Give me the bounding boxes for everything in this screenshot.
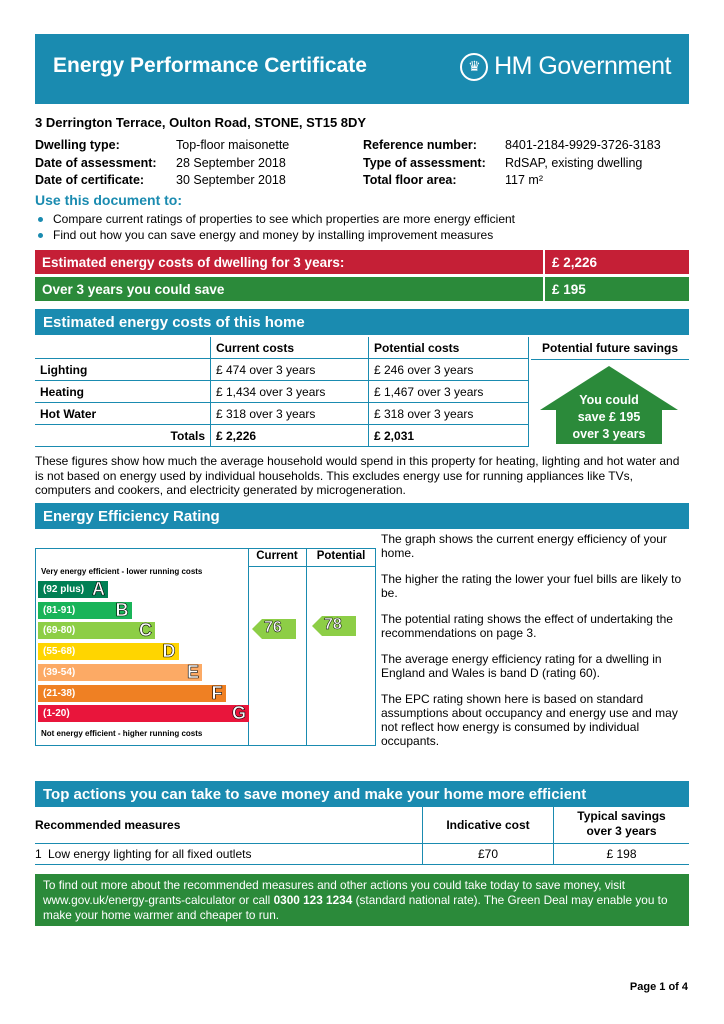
- efficiency-chart: [35, 548, 376, 746]
- details-left: [35, 137, 289, 190]
- current-total: £ 2,226: [211, 425, 369, 447]
- more-info-banner: [35, 874, 689, 926]
- document-title: Energy Performance Certificate: [53, 54, 367, 77]
- rating-band-f: [38, 682, 226, 703]
- detail-value: 117 m²: [505, 173, 543, 187]
- phone-number: 0300 123 1234: [273, 893, 353, 907]
- detail-label: Type of assessment:: [363, 155, 486, 170]
- row-label: Lighting: [35, 359, 211, 381]
- row-label: Hot Water: [35, 403, 211, 425]
- header-savings-line: over 3 years: [586, 824, 657, 838]
- info-text: To find out more about the recommended measures and other actions you could take today to save money, visit www.gov.uk/energy-grants-calculator or call: [43, 878, 626, 907]
- potential-cost-cell: £ 246 over 3 years: [369, 359, 529, 381]
- explanation-paragraph: The average energy efficiency rating for a dwelling in England and Wales is band D (rating 60).: [381, 652, 662, 680]
- estimated-cost-value: £ 2,226: [545, 250, 689, 274]
- explanation-paragraph: The EPC rating shown here is based on standard assumptions about occupancy and energy use and may not reflect how energy is consumed by individual occupants.: [381, 692, 678, 748]
- current-rating-value: 76: [264, 619, 282, 637]
- band-letter: B: [115, 599, 129, 620]
- explanation-paragraph: The potential rating shows the effect of undertaking the recommendations on page 3.: [381, 612, 673, 640]
- detail-value: RdSAP, existing dwelling: [505, 155, 643, 170]
- bottom-efficiency-label: Not energy efficient - higher running costs: [41, 729, 203, 738]
- info-text: (standard national rate). The Green Deal may enable you to make your home warmer and cheaper to run.: [43, 893, 668, 922]
- efficiency-section-title: Energy Efficiency Rating: [35, 503, 689, 529]
- potential-cost-cell: £ 1,467 over 3 years: [369, 381, 529, 403]
- band-letter: A: [92, 579, 105, 599]
- header-banner: [35, 34, 689, 104]
- detail-label: Total floor area:: [363, 173, 457, 187]
- totals-row: [35, 425, 529, 447]
- current-cost-cell: £ 1,434 over 3 years: [211, 381, 369, 403]
- rating-band-a: [38, 581, 108, 598]
- potential-cost-cell: £ 318 over 3 years: [369, 403, 529, 425]
- arrow-line: over 3 years: [572, 427, 646, 441]
- header-future-savings: Potential future savings: [531, 337, 689, 360]
- rating-band-c: [38, 622, 155, 639]
- band-range: (55-68): [43, 646, 76, 658]
- usage-bullets: [35, 211, 515, 243]
- header-typical-savings: [554, 809, 689, 844]
- band-range: (92 plus): [43, 584, 85, 595]
- header-current-costs: Current costs: [211, 337, 369, 359]
- costs-note: These figures show how much the average household would spend in this property for heating, lighting and hot water and is not based on energy used by individual households. This excludes energy use for running appliances like TVs, computers and cookers, and electricity generated by microgeneration.: [35, 454, 680, 497]
- band-range: (1-20): [43, 708, 70, 720]
- costs-section-title: Estimated energy costs of this home: [35, 309, 689, 335]
- detail-label: Date of certificate:: [35, 173, 145, 187]
- efficiency-explanation: [381, 532, 689, 760]
- table-row: [35, 381, 529, 403]
- header-potential-costs: Potential costs: [369, 337, 529, 359]
- detail-label: Reference number:: [363, 138, 477, 152]
- actions-table: [35, 807, 689, 865]
- detail-value: 30 September 2018: [176, 173, 286, 187]
- savings-bar: [35, 277, 689, 301]
- costs-table: [35, 337, 529, 447]
- potential-total: £ 2,031: [369, 425, 529, 447]
- rating-band-b: [38, 599, 132, 620]
- explanation-paragraph: The higher the rating the lower your fuel bills are likely to be.: [381, 572, 682, 600]
- band-letter: G: [231, 703, 246, 724]
- rating-band-g: [38, 705, 249, 722]
- hm-government-logo: [460, 52, 671, 81]
- col-current-label: Current: [256, 550, 298, 562]
- arrow-line: save £ 195: [577, 410, 641, 424]
- detail-value: 8401-2184-9929-3726-3183: [505, 138, 661, 152]
- savings-arrow-text: [556, 392, 662, 443]
- property-address: 3 Derrington Terrace, Oulton Road, STONE, ST15 8DY: [35, 115, 367, 130]
- crown-crest-icon: ♛: [460, 53, 488, 81]
- band-range: (81-91): [43, 604, 76, 616]
- band-letter: E: [186, 661, 199, 682]
- explanation-paragraph: The graph shows the current energy efficiency of your home.: [381, 532, 667, 560]
- detail-label: Date of assessment:: [35, 155, 157, 170]
- estimated-cost-bar: [35, 250, 689, 274]
- savings-arrow: [540, 366, 678, 444]
- brand-name: HM Government: [494, 52, 671, 80]
- bullet-item: Compare current ratings of properties to see which properties are more energy efficient: [35, 211, 515, 227]
- band-letter: C: [139, 620, 152, 641]
- savings-label: Over 3 years you could save: [35, 277, 543, 301]
- header-savings-line: Typical savings: [577, 809, 666, 823]
- band-range: (69-80): [43, 625, 76, 637]
- detail-label: Dwelling type:: [35, 138, 120, 152]
- arrow-line: You could: [579, 393, 639, 407]
- header-indicative-cost: Indicative cost: [423, 807, 554, 844]
- band-range: (21-38): [43, 687, 76, 699]
- col-potential-label: Potential: [316, 550, 366, 562]
- detail-value: Top-floor maisonette: [176, 138, 290, 152]
- current-cost-cell: £ 474 over 3 years: [211, 359, 369, 381]
- band-range: (39-54): [43, 666, 76, 678]
- actions-section-title: Top actions you can take to save money and make your home more efficient: [35, 781, 689, 807]
- band-letter: F: [211, 682, 223, 703]
- top-efficiency-label: Very energy efficient - lower running costs: [41, 567, 203, 576]
- table-row: [35, 844, 423, 865]
- details-right: [363, 137, 661, 190]
- rating-band-d: [38, 643, 179, 660]
- table-row: [35, 359, 529, 381]
- row-label: Heating: [35, 381, 211, 403]
- band-letter: D: [162, 641, 176, 662]
- savings-value: £ 195: [545, 277, 689, 301]
- measure-text: Low energy lighting for all fixed outlets: [48, 847, 252, 861]
- use-document-heading: Use this document to:: [35, 192, 183, 208]
- measure-savings: £ 198: [554, 844, 689, 865]
- measure-number: 1: [35, 847, 42, 861]
- header-measures: Recommended measures: [35, 807, 423, 844]
- potential-rating-value: 78: [324, 616, 342, 634]
- table-row: [35, 403, 529, 425]
- page-number: Page 1 of 4: [629, 981, 688, 993]
- detail-value: 28 September 2018: [176, 155, 286, 170]
- measure-cost: £70: [423, 844, 554, 865]
- totals-label: Totals: [35, 425, 211, 447]
- estimated-cost-label: Estimated energy costs of dwelling for 3 years:: [35, 250, 543, 274]
- bullet-item: Find out how you can save energy and money by installing improvement measures: [35, 227, 515, 243]
- current-cost-cell: £ 318 over 3 years: [211, 403, 369, 425]
- rating-band-e: [38, 661, 202, 682]
